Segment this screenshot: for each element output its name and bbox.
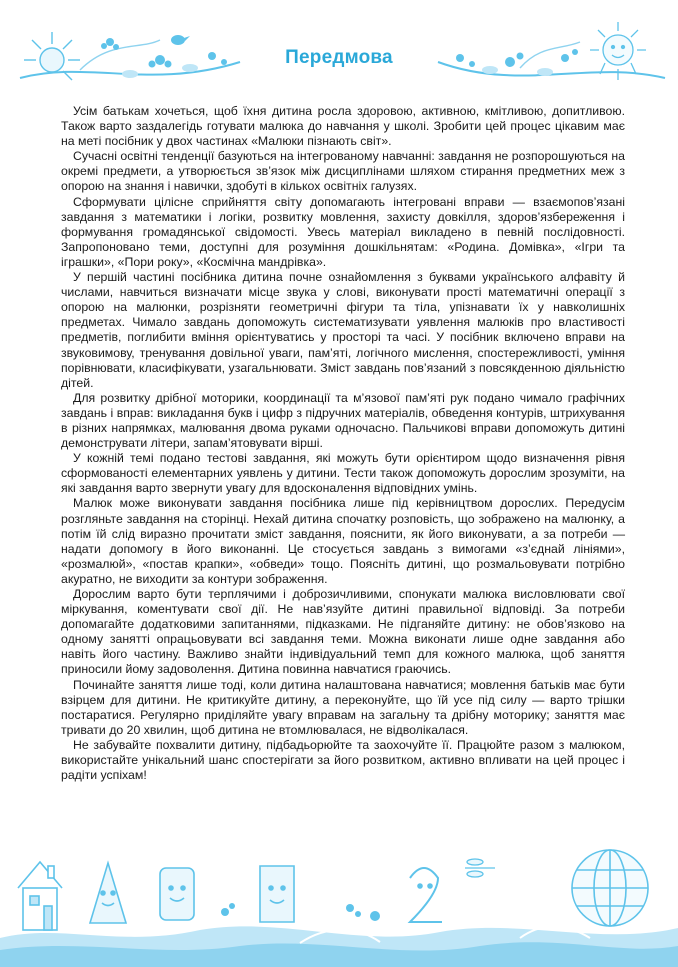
paragraph-7: Малюк може виконувати завдання посібника лише під керівництвом дорослих. Передусім розгляньте завдання на сторінці. Нехай дитина спочатку розповість, що зображено на малюнку, а потім їй слід виразно прочитати зміст завдання, пояснити, як його виконувати, а за потреби — надати допомогу в його виконанні. Це стосується завдань з вимогами «з’єднай лініями», «розмалюй», «постав крапки», «обведи» тощо. Поясніть дитині, що розмальовувати потрібно акуратно, не виходити за контури зображення. <box>61 496 625 586</box>
smiling-sun-icon <box>590 22 646 80</box>
house-icon <box>18 862 62 930</box>
paragraph-9: Починайте заняття лише тоді, коли дитина налаштована навчатися; мовлення батьків має бути взірцем для дитини. Не критикуйте дитину, а переконуйте, що їй усе під силу — варто трішки постаратися. Регулярно приділяйте увагу вправам на загальну та дрібну моторику; заняття має тривати до 20 хвилин, щоб дитина не втомлювалася, не відволікалася. <box>61 677 625 737</box>
bird-icon <box>171 35 190 45</box>
paragraph-3: Сформувати цілісне сприйняття світу допомагають інтегровані вправи — взаємопов’язані завдання з математики і логіки, розвитку мовлення, захисту довкілля, здоров’язбереження і формування громадянської свідомості. Увесь матеріал викладено в певній послідовності. Запропоновано теми, доступні для розуміння дошкільнятам: «Родина. Домівка», «Ігри та іграшки», «Пори року», «Космічна мандрівка». <box>61 194 625 269</box>
preface-text <box>61 104 625 783</box>
page-title: Передмова <box>285 47 393 68</box>
bottom-illustration <box>0 808 678 967</box>
letter-character-b-icon <box>160 868 194 920</box>
paragraph-6: У кожній темі подано тестові завдання, які можуть бути орієнтиром щодо визначення рівня сформованості елементарних уявлень у дитини. Тести також допоможуть дорослим зрозуміти, на які завдання варто звернути увагу для вдосконалення відповідних умінь. <box>61 451 625 496</box>
globe-icon <box>572 850 648 926</box>
paragraph-5: Для розвитку дрібної моторики, координації та м’язової пам’яті рук подано чимало графічних завдань і вправ: викладання букв і цифр з підручних матеріалів, обведення контурів, штрихування в різних напрямках, малювання двома руками одночасно. Пальчикові вправи допоможуть дитині демонструвати літери, запам’ятовувати вірші. <box>61 390 625 451</box>
title-banner <box>245 44 433 72</box>
paragraph-4: У першій частині посібника дитина почне ознайомлення з буквами українського алфавіту й числами, навчиться визначати місце звука у слові, виконувати прості математичні операції з опорою на малюнки, розрізняти геометричні фігури та тіла, упізнавати їх у навколишніх предметах. Чимало завдань допоможуть систематизувати уявлення малюків про властивості предметів, поглибити вміння орієнтуватись у просторі та часі. У посібник включено вправи на звуковимову, тренування довільної уваги, пам’яті, логічного мислення, спостережливості, уміння порівнювати, класифікувати, узагальнювати. Зміст завдань пов’язаний з повсякденною діяльністю дітей. <box>61 270 625 390</box>
paragraph-2: Сучасні освітні тенденції базуються на інтегрованому навчанні: завдання не розпорошуються на окремі предмети, а утворюється зв’язок між дисциплінами шляхом стирання предметних меж з опорою на знання і навички, здобуті в кількох освітніх галузях. <box>61 149 625 194</box>
number-character-2-icon <box>410 868 442 922</box>
letter-character-a-icon <box>90 863 126 923</box>
paragraph-8: Дорослим варто бути терплячими і доброзичливими, спонукати малюка висловлювати свої міркування, коментувати свої дії. Не нав’язуйте дитині правильної відповіді. За потреби допомагайте додатковими запитаннями, підказками. Не підганяйте дитину: не обов’язково на одному занятті опрацьовувати всі завдання теми. Можна виконати лише одне завдання або навіть його частину. Важливо знайти індивідуальний темп для кожного малюка, щоб заняття приносили йому задоволення. Дитина повинна навчатися граючись. <box>61 587 625 677</box>
letter-character-v-icon <box>260 866 294 922</box>
dragonfly-icon <box>465 859 495 877</box>
paragraph-10: Не забувайте похвалити дитину, підбадьорюйте та заохочуйте її. Працюйте разом з малюком, використайте унікальний шанс спостерігати за його розвитком, активно впливати на цей процес і радіти успіхам! <box>61 737 625 783</box>
paragraph-1: Усім батькам хочеться, щоб їхня дитина росла здоровою, активною, кмітливою, допитливою. Також варто заздалегідь готувати малюка до навчання у школі. Зробити цей процес цікавим має на меті посібник у двох частинах «Малюки пізнають світ». <box>61 104 625 149</box>
